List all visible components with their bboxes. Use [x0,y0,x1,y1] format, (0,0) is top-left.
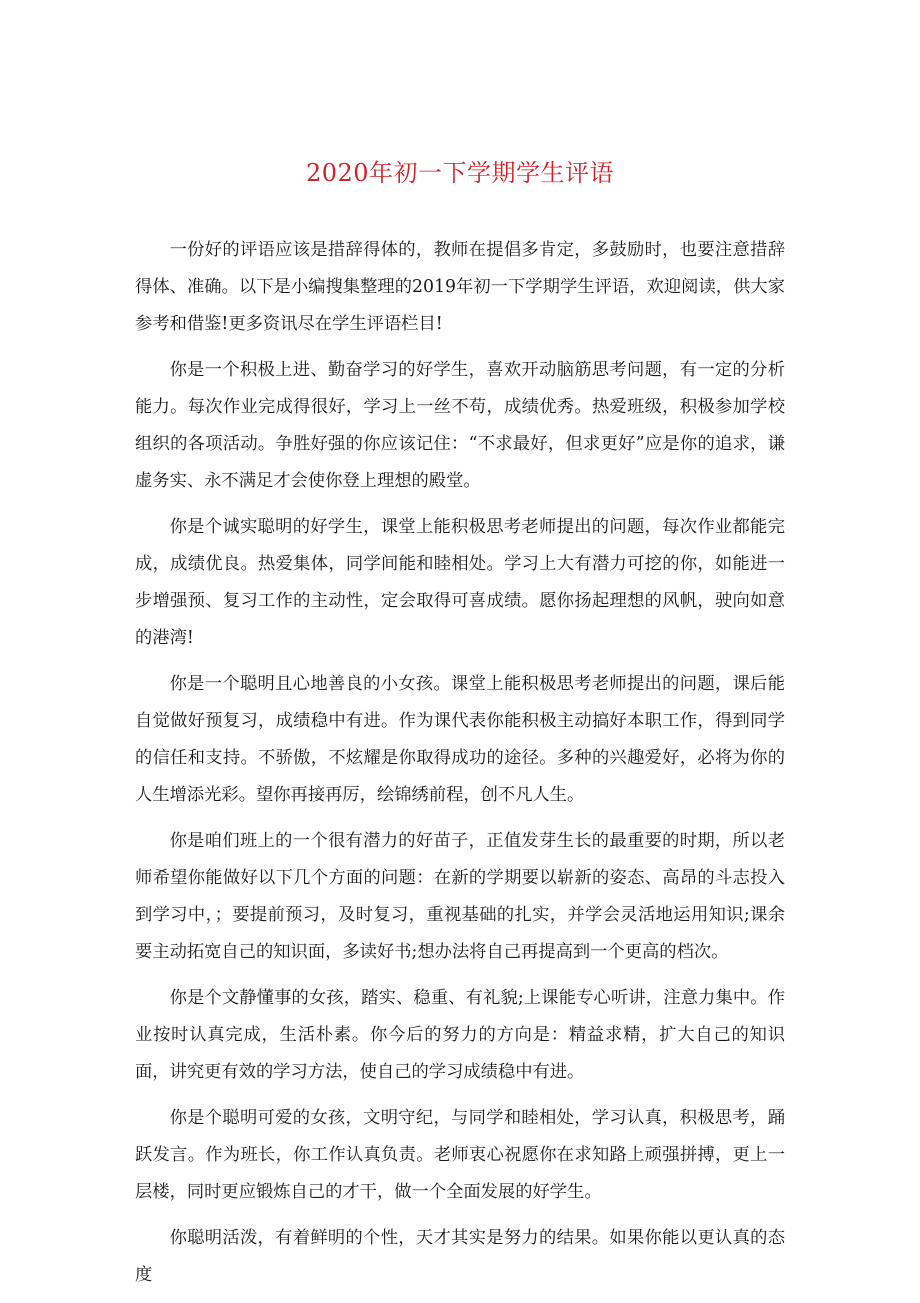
paragraph-comment-7: 你聪明活泼，有着鲜明的个性，天才其实是努力的结果。如果你能以更认真的态度 [135,1228,785,1285]
paragraph-intro: 一份好的评语应该是措辞得体的，教师在提倡多肯定，多鼓励时，也要注意措辞得体、准确。以下是小编搜集整理的2019年初一下学期学生评语，欢迎阅读，供大家参考和借鉴!更多资讯尽在学生评语栏目! [135,240,785,334]
paragraph-comment-5: 你是个文静懂事的女孩，踏实、稳重、有礼貌;上课能专心听讲，注意力集中。作业按时认真完成，生活朴素。你今后的努力的方向是：精益求精，扩大自己的知识面，讲究更有效的学习方法，使自己的学习成绩稳中有进。 [135,988,785,1082]
document-title: 2020年初一下学期学生评语 [305,159,615,187]
paragraph-comment-1: 你是一个积极上进、勤奋学习的好学生，喜欢开动脑筋思考问题，有一定的分析能力。每次作业完成得很好，学习上一丝不苟，成绩优秀。热爱班级，积极参加学校组织的各项活动。争胜好强的你应该记住：“不求最好，但求更好”应是你的追求，谦虚务实、永不满足才会使你登上理想的殿堂。 [135,360,785,491]
paragraph-comment-3: 你是一个聪明且心地善良的小女孩。课堂上能积极思考老师提出的问题，课后能自觉做好预复习，成绩稳中有进。作为课代表你能积极主动搞好本职工作，得到同学的信任和支持。不骄傲，不炫耀是你取得成功的途径。多种的兴趣爱好，必将为你的人生增添光彩。望你再接再厉，绘锦绣前程，创不凡人生。 [135,674,785,805]
document-body [135,232,785,1303]
paragraph-comment-6: 你是个聪明可爱的女孩，文明守纪，与同学和睦相处，学习认真，积极思考，踊跃发言。作为班长，你工作认真负责。老师衷心祝愿你在求知路上顽强拼搏，更上一层楼，同时更应锻炼自己的才干，做一个全面发展的好学生。 [135,1108,785,1202]
paragraph-comment-4: 你是咱们班上的一个很有潜力的好苗子，正值发芽生长的最重要的时期，所以老师希望你能做好以下几个方面的问题：在新的学期要以崭新的姿态、高昂的斗志投入到学习中，；要提前预习，及时复习，重视基础的扎实，并学会灵活地运用知识;课余要主动拓宽自己的知识面，多读好书;想办法将自己再提高到一个更高的档次。 [135,831,785,962]
paragraph-comment-2: 你是个诚实聪明的好学生，课堂上能积极思考老师提出的问题，每次作业都能完成，成绩优良。热爱集体，同学间能和睦相处。学习上大有潜力可挖的你，如能进一步增强预、复习工作的主动性，定会取得可喜成绩。愿你扬起理想的风帆，驶向如意的港湾! [135,517,785,648]
